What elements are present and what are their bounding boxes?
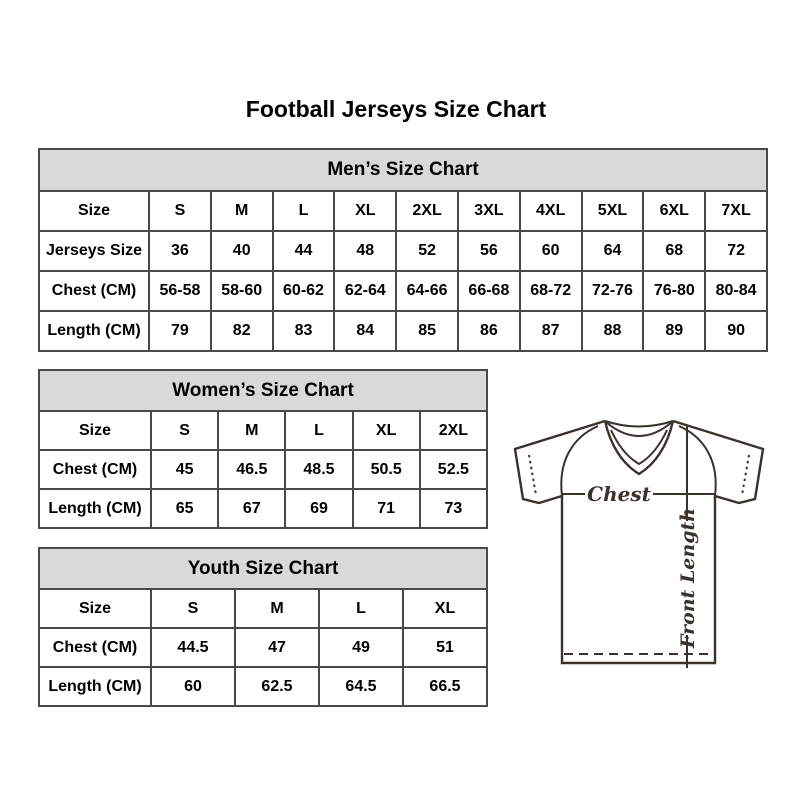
value-cell: 60 bbox=[151, 667, 235, 706]
table-row bbox=[39, 271, 767, 311]
value-cell: 73 bbox=[420, 489, 487, 528]
row-label-cell: Chest (CM) bbox=[39, 450, 151, 489]
womens-table-title: Women’s Size Chart bbox=[39, 370, 487, 411]
value-cell: S bbox=[151, 589, 235, 628]
table-row bbox=[39, 191, 767, 231]
jersey-diagram-svg bbox=[501, 405, 773, 677]
value-cell: 62-64 bbox=[334, 271, 396, 311]
youth-table-title: Youth Size Chart bbox=[39, 548, 487, 589]
value-cell: 88 bbox=[582, 311, 644, 351]
value-cell: 51 bbox=[403, 628, 487, 667]
value-cell: 49 bbox=[319, 628, 403, 667]
value-cell: 2XL bbox=[420, 411, 487, 450]
row-label-cell: Size bbox=[39, 589, 151, 628]
value-cell: 65 bbox=[151, 489, 218, 528]
left-sleeve-stitch-line bbox=[529, 455, 536, 495]
value-cell: XL bbox=[353, 411, 420, 450]
value-cell: 50.5 bbox=[353, 450, 420, 489]
value-cell: XL bbox=[403, 589, 487, 628]
row-label-cell: Size bbox=[39, 411, 151, 450]
womens-table-body bbox=[39, 411, 487, 528]
value-cell: 62.5 bbox=[235, 667, 319, 706]
value-cell: 82 bbox=[211, 311, 273, 351]
value-cell: 83 bbox=[273, 311, 335, 351]
value-cell: 47 bbox=[235, 628, 319, 667]
value-cell: 60-62 bbox=[273, 271, 335, 311]
value-cell: 68-72 bbox=[520, 271, 582, 311]
value-cell: 58-60 bbox=[211, 271, 273, 311]
row-label-cell: Jerseys Size bbox=[39, 231, 149, 271]
table-row bbox=[39, 589, 487, 628]
table-row bbox=[39, 489, 487, 528]
value-cell: XL bbox=[334, 191, 396, 231]
womens-size-chart-table bbox=[38, 369, 488, 529]
value-cell: M bbox=[218, 411, 285, 450]
value-cell: L bbox=[285, 411, 352, 450]
value-cell: 48 bbox=[334, 231, 396, 271]
value-cell: 84 bbox=[334, 311, 396, 351]
table-row bbox=[39, 450, 487, 489]
value-cell: L bbox=[319, 589, 403, 628]
value-cell: 64.5 bbox=[319, 667, 403, 706]
table-row bbox=[39, 231, 767, 271]
value-cell: 48.5 bbox=[285, 450, 352, 489]
value-cell: 2XL bbox=[396, 191, 458, 231]
jersey-outline bbox=[515, 421, 763, 663]
table-row bbox=[39, 311, 767, 351]
value-cell: 89 bbox=[643, 311, 705, 351]
value-cell: 4XL bbox=[520, 191, 582, 231]
mens-size-chart-table bbox=[38, 148, 768, 352]
value-cell: 36 bbox=[149, 231, 211, 271]
value-cell: 64-66 bbox=[396, 271, 458, 311]
value-cell: 90 bbox=[705, 311, 767, 351]
row-label-cell: Length (CM) bbox=[39, 489, 151, 528]
value-cell: 6XL bbox=[643, 191, 705, 231]
value-cell: 80-84 bbox=[705, 271, 767, 311]
value-cell: M bbox=[235, 589, 319, 628]
value-cell: 60 bbox=[520, 231, 582, 271]
jersey-measurement-diagram bbox=[501, 405, 773, 677]
table-title-row bbox=[39, 548, 487, 589]
value-cell: 64 bbox=[582, 231, 644, 271]
value-cell: 85 bbox=[396, 311, 458, 351]
row-label-cell: Length (CM) bbox=[39, 667, 151, 706]
value-cell: S bbox=[151, 411, 218, 450]
value-cell: 44.5 bbox=[151, 628, 235, 667]
row-label-cell: Size bbox=[39, 191, 149, 231]
value-cell: 5XL bbox=[582, 191, 644, 231]
youth-table-body bbox=[39, 589, 487, 706]
row-label-cell: Length (CM) bbox=[39, 311, 149, 351]
value-cell: 45 bbox=[151, 450, 218, 489]
value-cell: 76-80 bbox=[643, 271, 705, 311]
value-cell: 66-68 bbox=[458, 271, 520, 311]
collar-back-top-curve bbox=[605, 421, 673, 427]
value-cell: 86 bbox=[458, 311, 520, 351]
value-cell: 68 bbox=[643, 231, 705, 271]
value-cell: M bbox=[211, 191, 273, 231]
youth-size-chart-table bbox=[38, 547, 488, 707]
row-label-cell: Chest (CM) bbox=[39, 628, 151, 667]
value-cell: 46.5 bbox=[218, 450, 285, 489]
table-row bbox=[39, 628, 487, 667]
mens-table-title: Men’s Size Chart bbox=[39, 149, 767, 191]
value-cell: 71 bbox=[353, 489, 420, 528]
mens-table-body bbox=[39, 191, 767, 351]
row-label-cell: Chest (CM) bbox=[39, 271, 149, 311]
value-cell: 67 bbox=[218, 489, 285, 528]
value-cell: 44 bbox=[273, 231, 335, 271]
value-cell: 69 bbox=[285, 489, 352, 528]
value-cell: 52.5 bbox=[420, 450, 487, 489]
table-title-row bbox=[39, 149, 767, 191]
page-title: Football Jerseys Size Chart bbox=[245, 96, 547, 122]
value-cell: 87 bbox=[520, 311, 582, 351]
right-armhole-seam bbox=[679, 426, 716, 496]
value-cell: 3XL bbox=[458, 191, 520, 231]
value-cell: 56 bbox=[458, 231, 520, 271]
value-cell: 56-58 bbox=[149, 271, 211, 311]
chest-label: Chest bbox=[587, 482, 651, 506]
value-cell: 66.5 bbox=[403, 667, 487, 706]
value-cell: 72-76 bbox=[582, 271, 644, 311]
value-cell: 72 bbox=[705, 231, 767, 271]
value-cell: L bbox=[273, 191, 335, 231]
value-cell: 52 bbox=[396, 231, 458, 271]
value-cell: S bbox=[149, 191, 211, 231]
value-cell: 40 bbox=[211, 231, 273, 271]
table-title-row bbox=[39, 370, 487, 411]
value-cell: 79 bbox=[149, 311, 211, 351]
right-sleeve-stitch-line bbox=[742, 455, 749, 495]
table-row bbox=[39, 411, 487, 450]
table-row bbox=[39, 667, 487, 706]
front-length-label: Front Length bbox=[677, 507, 699, 649]
value-cell: 7XL bbox=[705, 191, 767, 231]
